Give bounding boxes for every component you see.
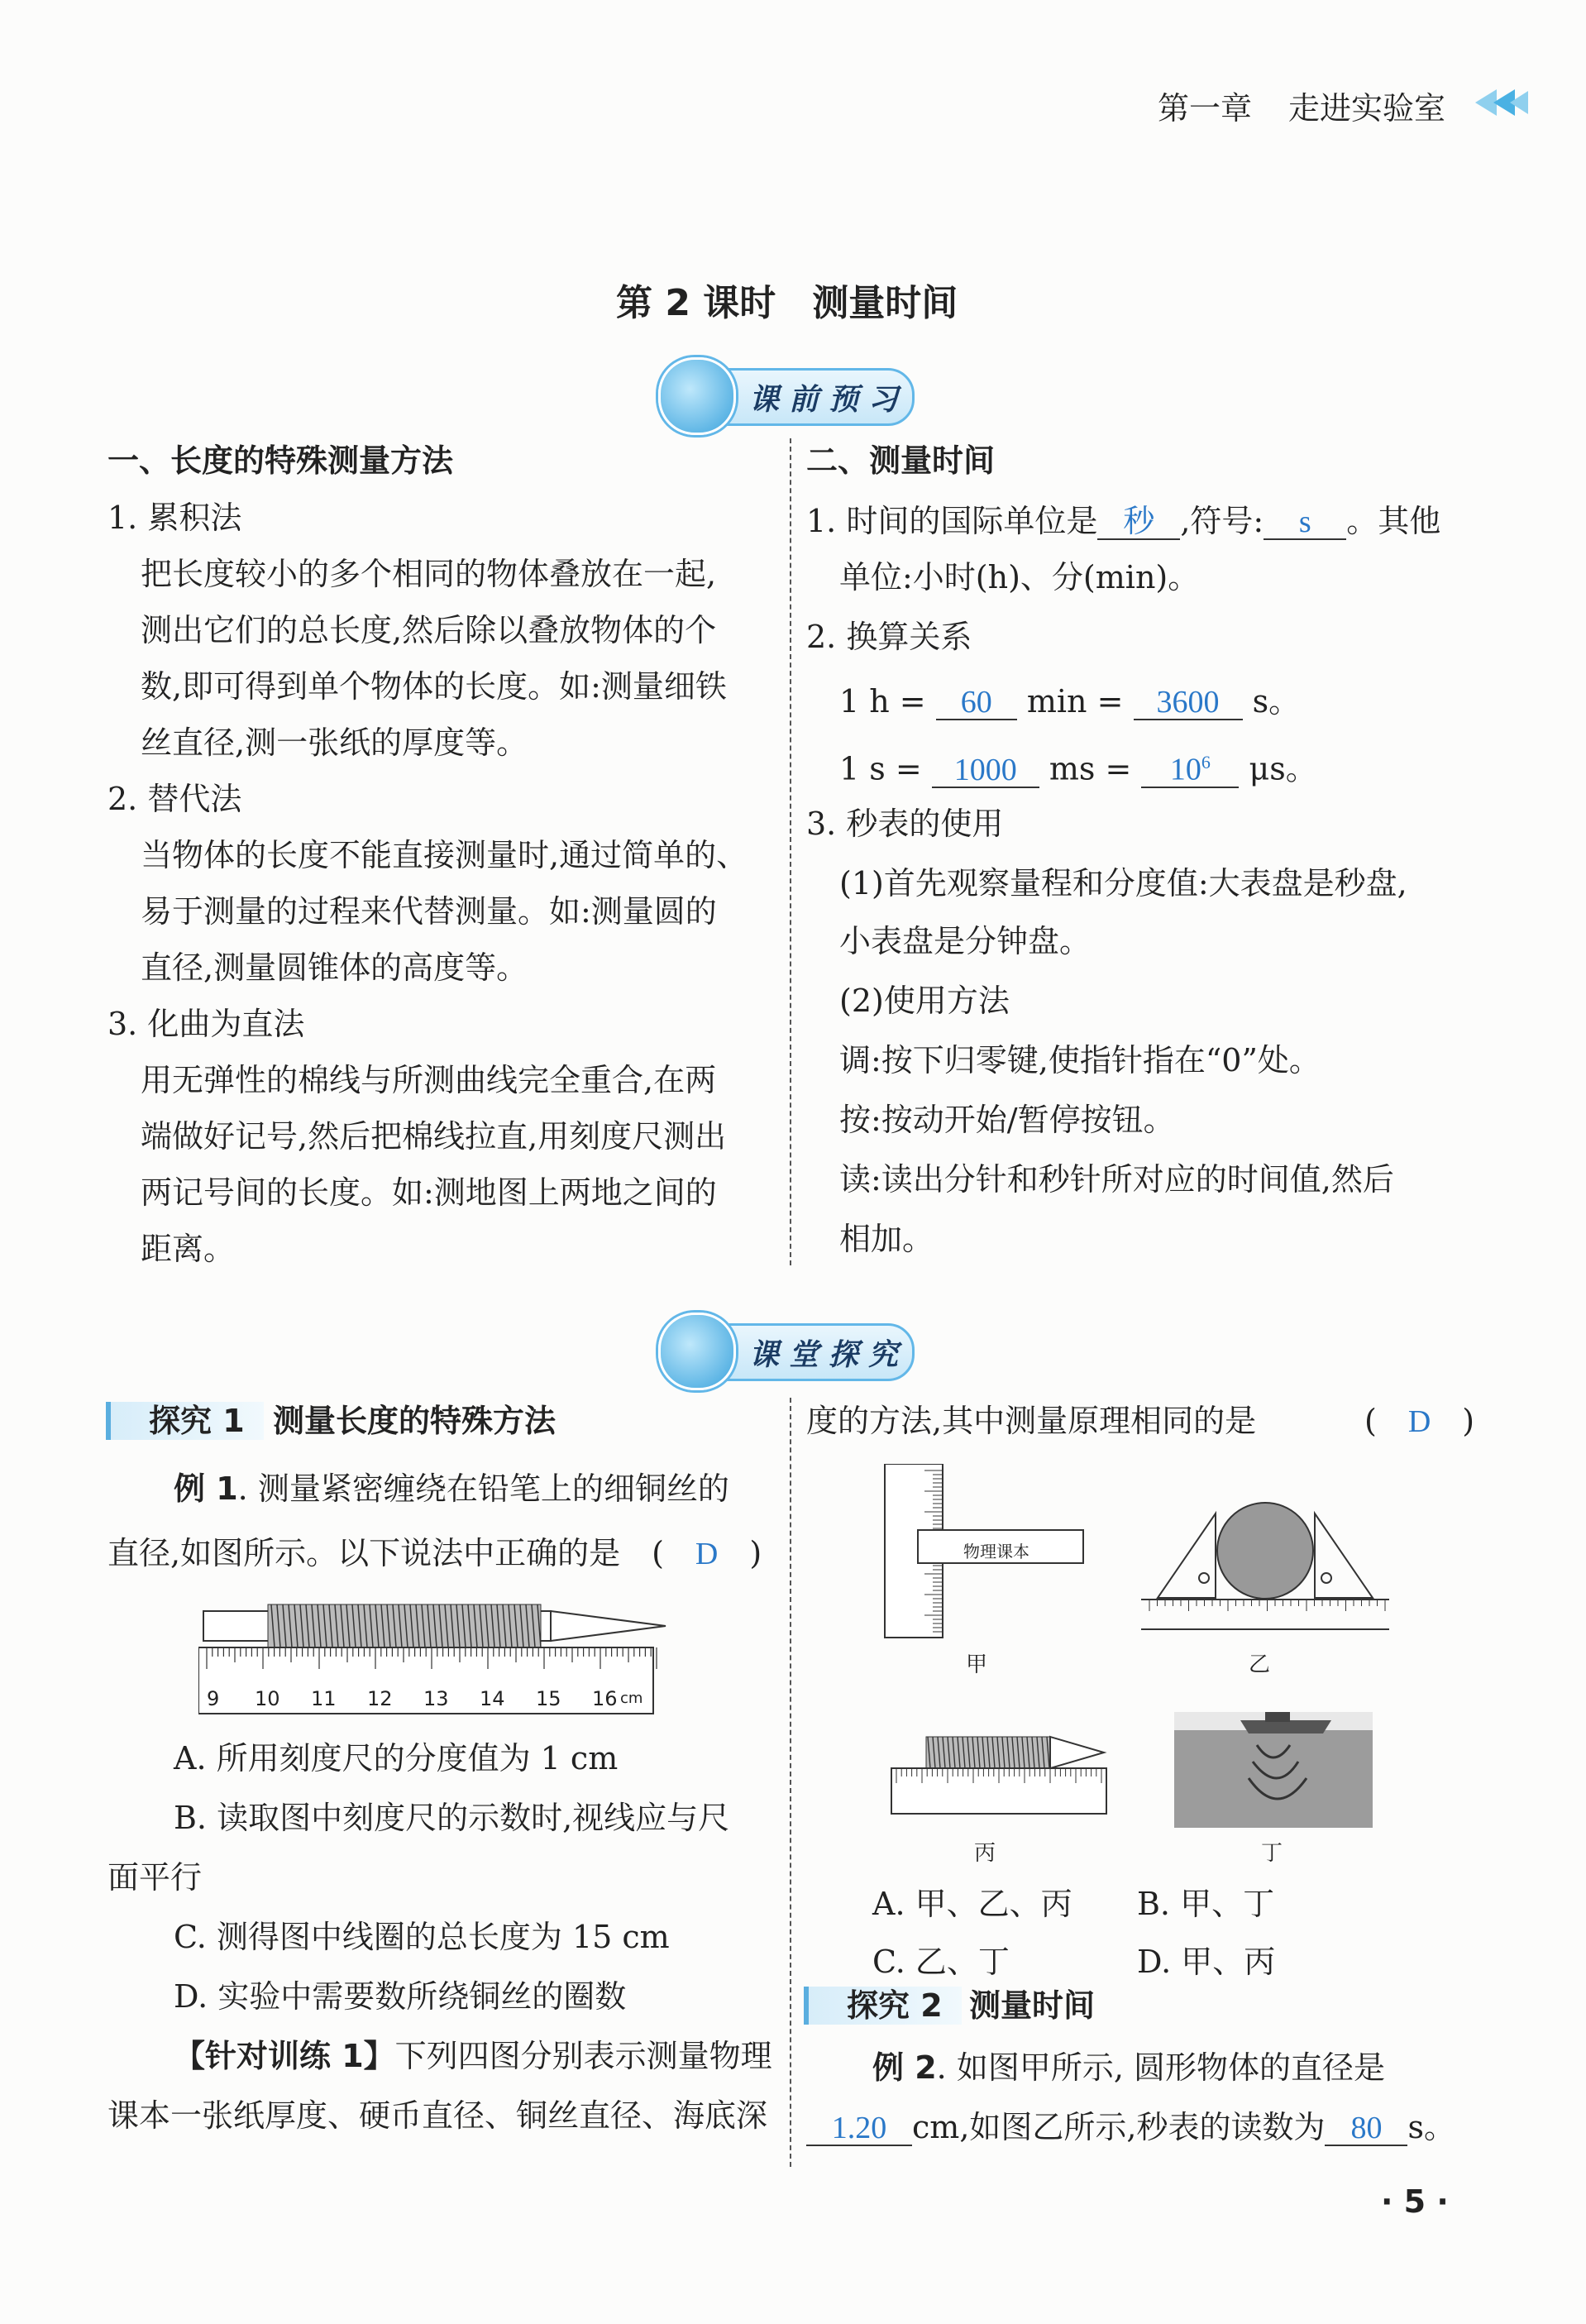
method3-title: 3. 化曲为直法 (107, 1006, 305, 1042)
ruler-label: 12 (367, 1687, 393, 1710)
choice-d: D. 甲、丙 (1137, 1944, 1276, 1980)
ruler-unit: cm (620, 1690, 643, 1707)
method3-line: 端做好记号,然后把棉线拉直,用刻度尺测出 (141, 1118, 727, 1155)
answer-blank: 60 (936, 686, 1017, 720)
method2-title: 2. 替代法 (107, 781, 242, 817)
method1-line: 丝直径,测一张纸的厚度等。 (141, 724, 528, 761)
option-d: D. 实验中需要数所绕铜丝的圈数 (174, 1978, 627, 2015)
practice1-line1: 【针对训练 1】下列四图分别表示测量物理 (174, 2038, 772, 2074)
preview-badge-text: 课前预习 (749, 383, 909, 417)
method3-line: 两记号间的长度。如:测地图上两地之间的 (141, 1174, 717, 1211)
answer-blank: 秒 (1097, 505, 1180, 540)
method2-line: 当物体的长度不能直接测量时,通过简单的、 (141, 837, 748, 873)
practice1-line2: 课本一张纸厚度、硬币直径、铜丝直径、海底深 (107, 2097, 768, 2134)
option-c: C. 测得图中线圈的总长度为 15 cm (174, 1919, 670, 1955)
choice-a: A. 甲、乙、丙 (872, 1886, 1072, 1922)
ruler-label: 16 (592, 1687, 618, 1710)
q2-title: 2. 换算关系 (806, 619, 972, 655)
right-heading: 二、测量时间 (806, 442, 996, 479)
answer: D (695, 1537, 719, 1571)
q3-line: 按:按动开始/暂停按钮。 (839, 1102, 1175, 1138)
ruler-label: 9 (207, 1687, 220, 1710)
arrow-icon (1472, 86, 1530, 119)
example2-line2: 1.20 cm,如图乙所示,秒表的读数为 80 s。 (806, 2109, 1455, 2146)
figure-label-bing: 丙 (974, 1841, 996, 1866)
explore1-title: 测量长度的特殊方法 (273, 1403, 557, 1439)
ruler-label: 10 (255, 1687, 280, 1710)
figure-yi (1141, 1497, 1389, 1646)
answer-blank: s (1264, 505, 1346, 540)
q3-line: (1)首先观察量程和分度值:大表盘是秒盘, (839, 865, 1407, 901)
answer-blank: $10^6$ (1141, 746, 1239, 788)
figure-label-yi: 乙 (1249, 1652, 1271, 1677)
explore-badge-text: 课堂探究 (749, 1338, 909, 1372)
method3-line: 距离。 (141, 1231, 236, 1267)
ruler-label: 14 (480, 1687, 505, 1710)
option-a: A. 所用刻度尺的分度值为 1 cm (174, 1740, 619, 1776)
practice1-line3: 度的方法,其中测量原理相同的是 (806, 1403, 1257, 1439)
method1-line: 把长度较小的多个相同的物体叠放在一起, (141, 556, 717, 592)
choice-c: C. 乙、丁 (872, 1944, 1010, 1980)
figure-ding (1174, 1712, 1373, 1828)
example1-line2: 直径,如图所示。以下说法中正确的是 ( D ) (107, 1535, 762, 1571)
option-b-cont: 面平行 (107, 1859, 203, 1896)
option-b: B. 读取图中刻度尺的示数时,视线应与尺 (174, 1800, 730, 1836)
answer-blank: 1000 (932, 753, 1039, 788)
practice1-answer: ( D ) (1364, 1403, 1475, 1439)
q1-line1: 1. 时间的国际单位是 秒 ,符号: s 。其他 (806, 503, 1441, 539)
book-label: 物理课本 (963, 1542, 1029, 1561)
example2-line1: 例 2. 如图甲所示, 圆形物体的直径是 (872, 2049, 1385, 2086)
conversion-1: 1 h = 60 min = 3600 s。 (839, 683, 1301, 720)
q3-line: 调:按下归零键,使指针指在“0”处。 (839, 1042, 1321, 1078)
explore2-title: 测量时间 (969, 1987, 1096, 2024)
chapter-title: 走进实验室 (1288, 90, 1446, 127)
location-pin-icon (658, 357, 736, 435)
page-number: · 5 · (1381, 2183, 1449, 2220)
answer-blank: 80 (1325, 2111, 1407, 2146)
choice-b: B. 甲、丁 (1137, 1886, 1275, 1922)
explore1-tag: 探究 1 (149, 1403, 245, 1439)
ruler-label: 13 (423, 1687, 449, 1710)
column-divider (790, 438, 791, 1265)
conversion-2: 1 s = 1000 ms = $10^6$ μs。 (839, 746, 1317, 788)
figure-label-ding: 丁 (1261, 1841, 1283, 1866)
ruler-label: 11 (311, 1687, 337, 1710)
q1-line2: 单位:小时(h)、分(min)。 (839, 559, 1200, 595)
method1-title: 1. 累积法 (107, 500, 242, 536)
chapter-label: 第一章 (1158, 90, 1253, 127)
method2-line: 易于测量的过程来代替测量。如:测量圆的 (141, 893, 717, 930)
left-heading: 一、长度的特殊测量方法 (107, 442, 454, 479)
method1-line: 测出它们的总长度,然后除以叠放物体的个 (141, 612, 717, 648)
q3-line: (2)使用方法 (839, 983, 1010, 1019)
lesson-title: 第 2 课时 测量时间 (616, 282, 958, 324)
magnifier-icon (658, 1313, 736, 1390)
explore2-tag: 探究 2 (847, 1987, 943, 2024)
answer-blank: 1.20 (806, 2111, 912, 2146)
method2-line: 直径,测量圆锥体的高度等。 (141, 949, 528, 986)
method3-line: 用无弹性的棉线与所测曲线完全重合,在两 (141, 1062, 717, 1098)
figure-bing (885, 1729, 1116, 1820)
q3-line: 读:读出分针和秒针所对应的时间值,然后 (839, 1161, 1394, 1198)
q3-line: 相加。 (839, 1221, 934, 1257)
column-divider (790, 1398, 791, 2167)
q3-title: 3. 秒表的使用 (806, 806, 1004, 842)
ruler-label: 15 (536, 1687, 561, 1710)
answer-blank: 3600 (1134, 686, 1243, 720)
example1-line1: 例 1. 测量紧密缠绕在铅笔上的细铜丝的 (174, 1470, 729, 1507)
q3-line: 小表盘是分钟盘。 (839, 923, 1092, 959)
method1-line: 数,即可得到单个物体的长度。如:测量细铁 (141, 668, 727, 705)
figure-label-jia: 甲 (966, 1652, 988, 1677)
answer: D (1407, 1404, 1431, 1439)
